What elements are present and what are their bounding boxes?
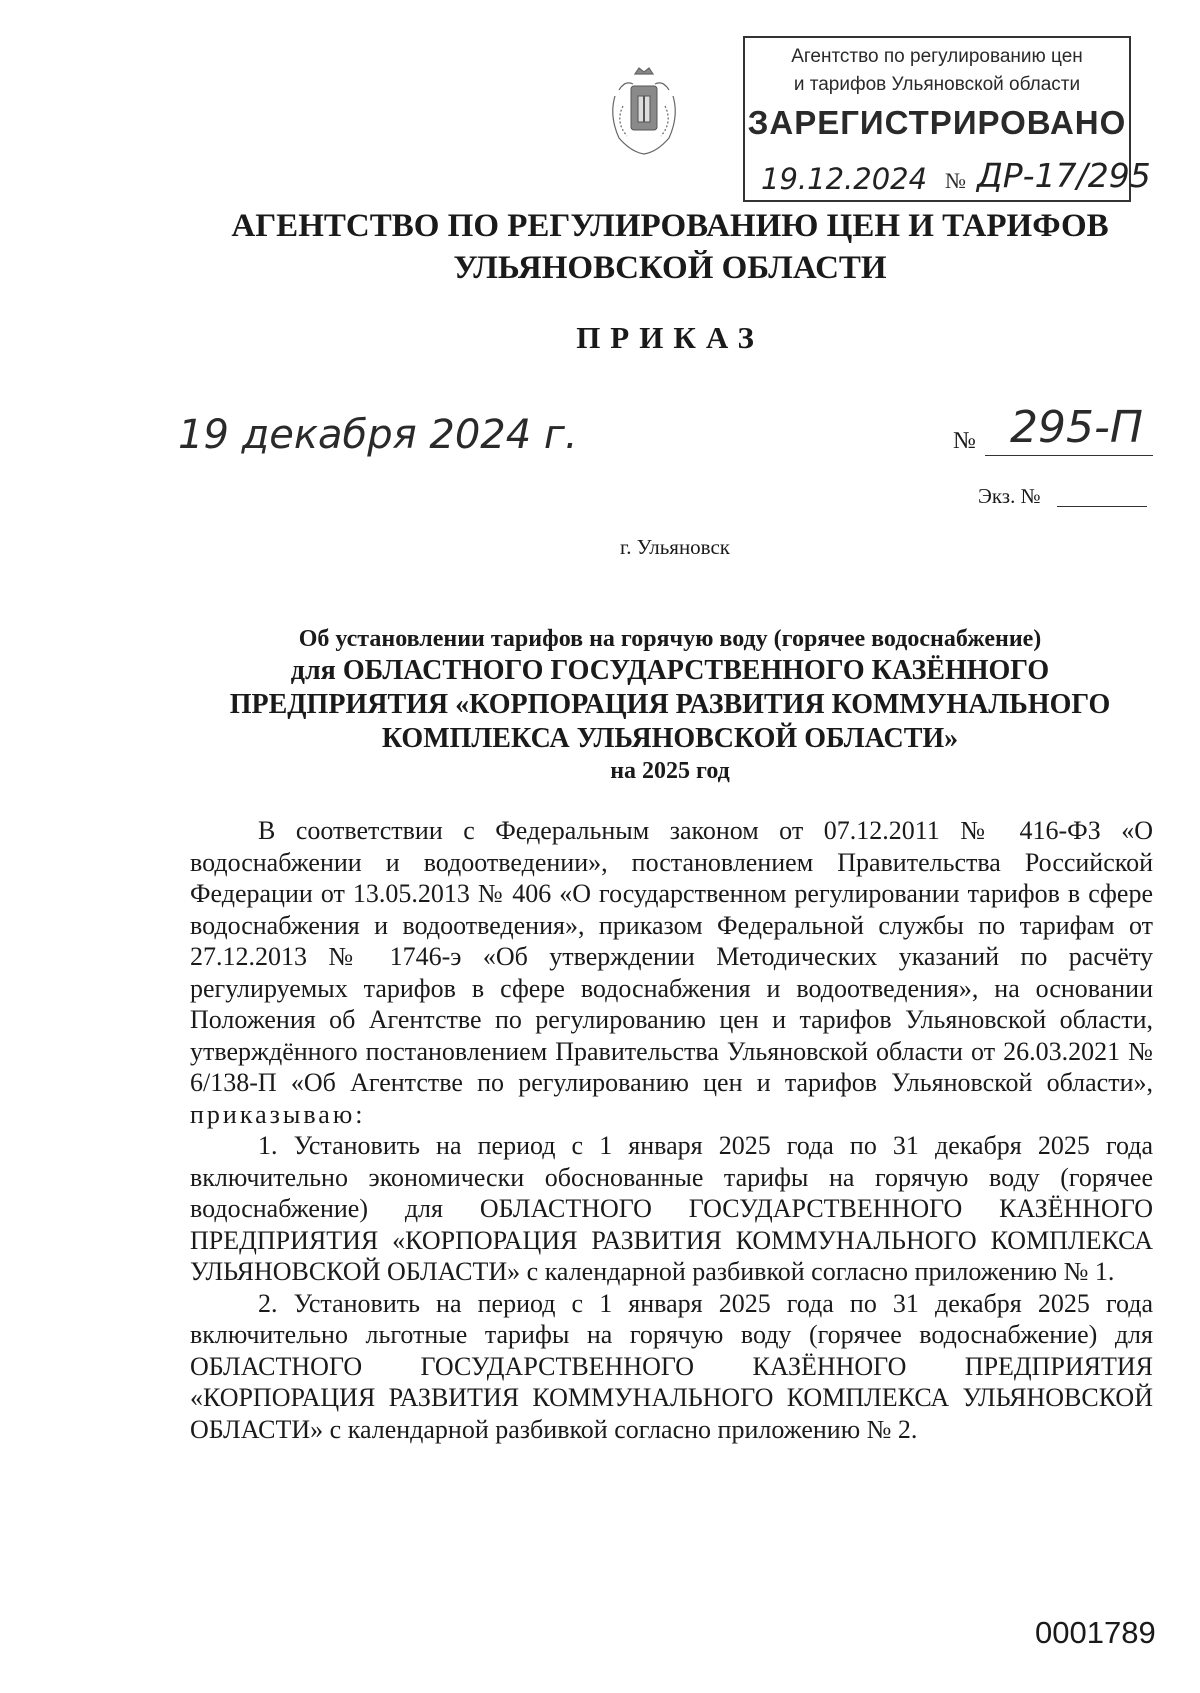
- registration-stamp: [743, 36, 1151, 202]
- preamble-text: В соответствии с Федеральным законом от 07.12.2011 № 416-ФЗ «О водоснабжении и водоотведении», постановлением Правительства Российской Федерации от 13.05.2013 № 406 «О государственном регулировании тарифов в сфере водоснабжения и водоотведения», приказом Федеральной службы по тарифам от 27.12.2013 № 1746-э «Об утверждении Методических указаний по расчёту регулируемых тарифов в сфере водоснабжения и водоотведения», на основании Положения об Агентстве по регулированию цен и тарифов Ульяновской области, утверждённого постановлением Правительства Ульяновской области от 26.03.2021 № 6/138-П «Об Агентстве по регулированию цен и тарифов Ульяновской области»,: [190, 816, 1153, 1097]
- item-1: 1. Установить на период с 1 января 2025 года по 31 декабря 2025 года включительно экономически обоснованные тарифы на горячую воду (горячее водоснабжение) для ОБЛАСТНОГО ГОСУДАРСТВЕННОГО КАЗЁННОГО ПРЕДПРИЯТИЯ «КОРПОРАЦИЯ РАЗВИТИЯ КОММУНАЛЬНОГО КОМПЛЕКСА УЛЬЯНОВСКОЙ ОБЛАСТИ» с календарной разбивкой согласно приложению № 1.: [190, 1131, 1153, 1286]
- ulyanovsk-coat-of-arms-icon: [605, 66, 683, 156]
- agency-line1: АГЕНТСТВО ПО РЕГУЛИРОВАНИЮ ЦЕН И ТАРИФОВ: [231, 208, 1109, 244]
- stamp-agency-line2: и тарифов Ульяновской области: [793, 74, 1081, 95]
- agency-heading: [0, 205, 1200, 289]
- item-2: 2. Установить на период с 1 января 2025 года по 31 декабря 2025 года включительно льготные тарифы на горячую воду (горячее водоснабжение) для ОБЛАСТНОГО ГОСУДАРСТВЕННОГО КАЗЁННОГО ПРЕДПРИЯТИЯ «КОРПОРАЦИЯ РАЗВИТИЯ КОММУНАЛЬНОГО КОМПЛЕКСА УЛЬЯНОВСКОЙ ОБЛАСТИ» с календарной разбивкой согласно приложению № 2.: [190, 1288, 1153, 1444]
- stamp-agency-line1: Агентство по регулированию цен: [791, 46, 1083, 67]
- document-title: [190, 624, 1150, 786]
- order-date: 19 декабря 2024 г.: [178, 412, 578, 458]
- preamble-paragraph: [190, 815, 1153, 1130]
- document-serial-number: 0001789: [1035, 1615, 1156, 1650]
- stamp-status: ЗАРЕГИСТРИРОВАНО: [747, 104, 1127, 141]
- city: г. Ульяновск: [619, 535, 730, 559]
- title-line3: ПРЕДПРИЯТИЯ «КОРПОРАЦИЯ РАЗВИТИЯ КОММУНАЛЬНОГО: [229, 689, 1111, 720]
- order-word: приказываю:: [190, 1099, 366, 1129]
- stamp-number: ДР-17/295: [977, 156, 1151, 195]
- title-line1: Об установлении тарифов на горячую воду (горячее водоснабжение): [298, 626, 1042, 652]
- copy-number-label: Экз. №: [978, 484, 1041, 508]
- stamp-number-sign: №: [945, 168, 966, 193]
- title-line5: на 2025 год: [610, 758, 730, 784]
- document-type: ПРИКАЗ: [576, 320, 764, 355]
- title-line2: для ОБЛАСТНОГО ГОСУДАРСТВЕННОГО КАЗЁННОГО: [290, 655, 1050, 686]
- stamp-date: 19.12.2024: [761, 162, 928, 196]
- order-number-sign: №: [953, 428, 976, 454]
- order-number: 295-П: [1010, 402, 1143, 453]
- copy-number-underline: [1057, 506, 1147, 507]
- title-line4: КОМПЛЕКСА УЛЬЯНОВСКОЙ ОБЛАСТИ»: [381, 723, 959, 754]
- document-body: [190, 815, 1153, 1445]
- order-number-underline: [985, 455, 1153, 456]
- agency-line2: УЛЬЯНОВСКОЙ ОБЛАСТИ: [453, 250, 887, 286]
